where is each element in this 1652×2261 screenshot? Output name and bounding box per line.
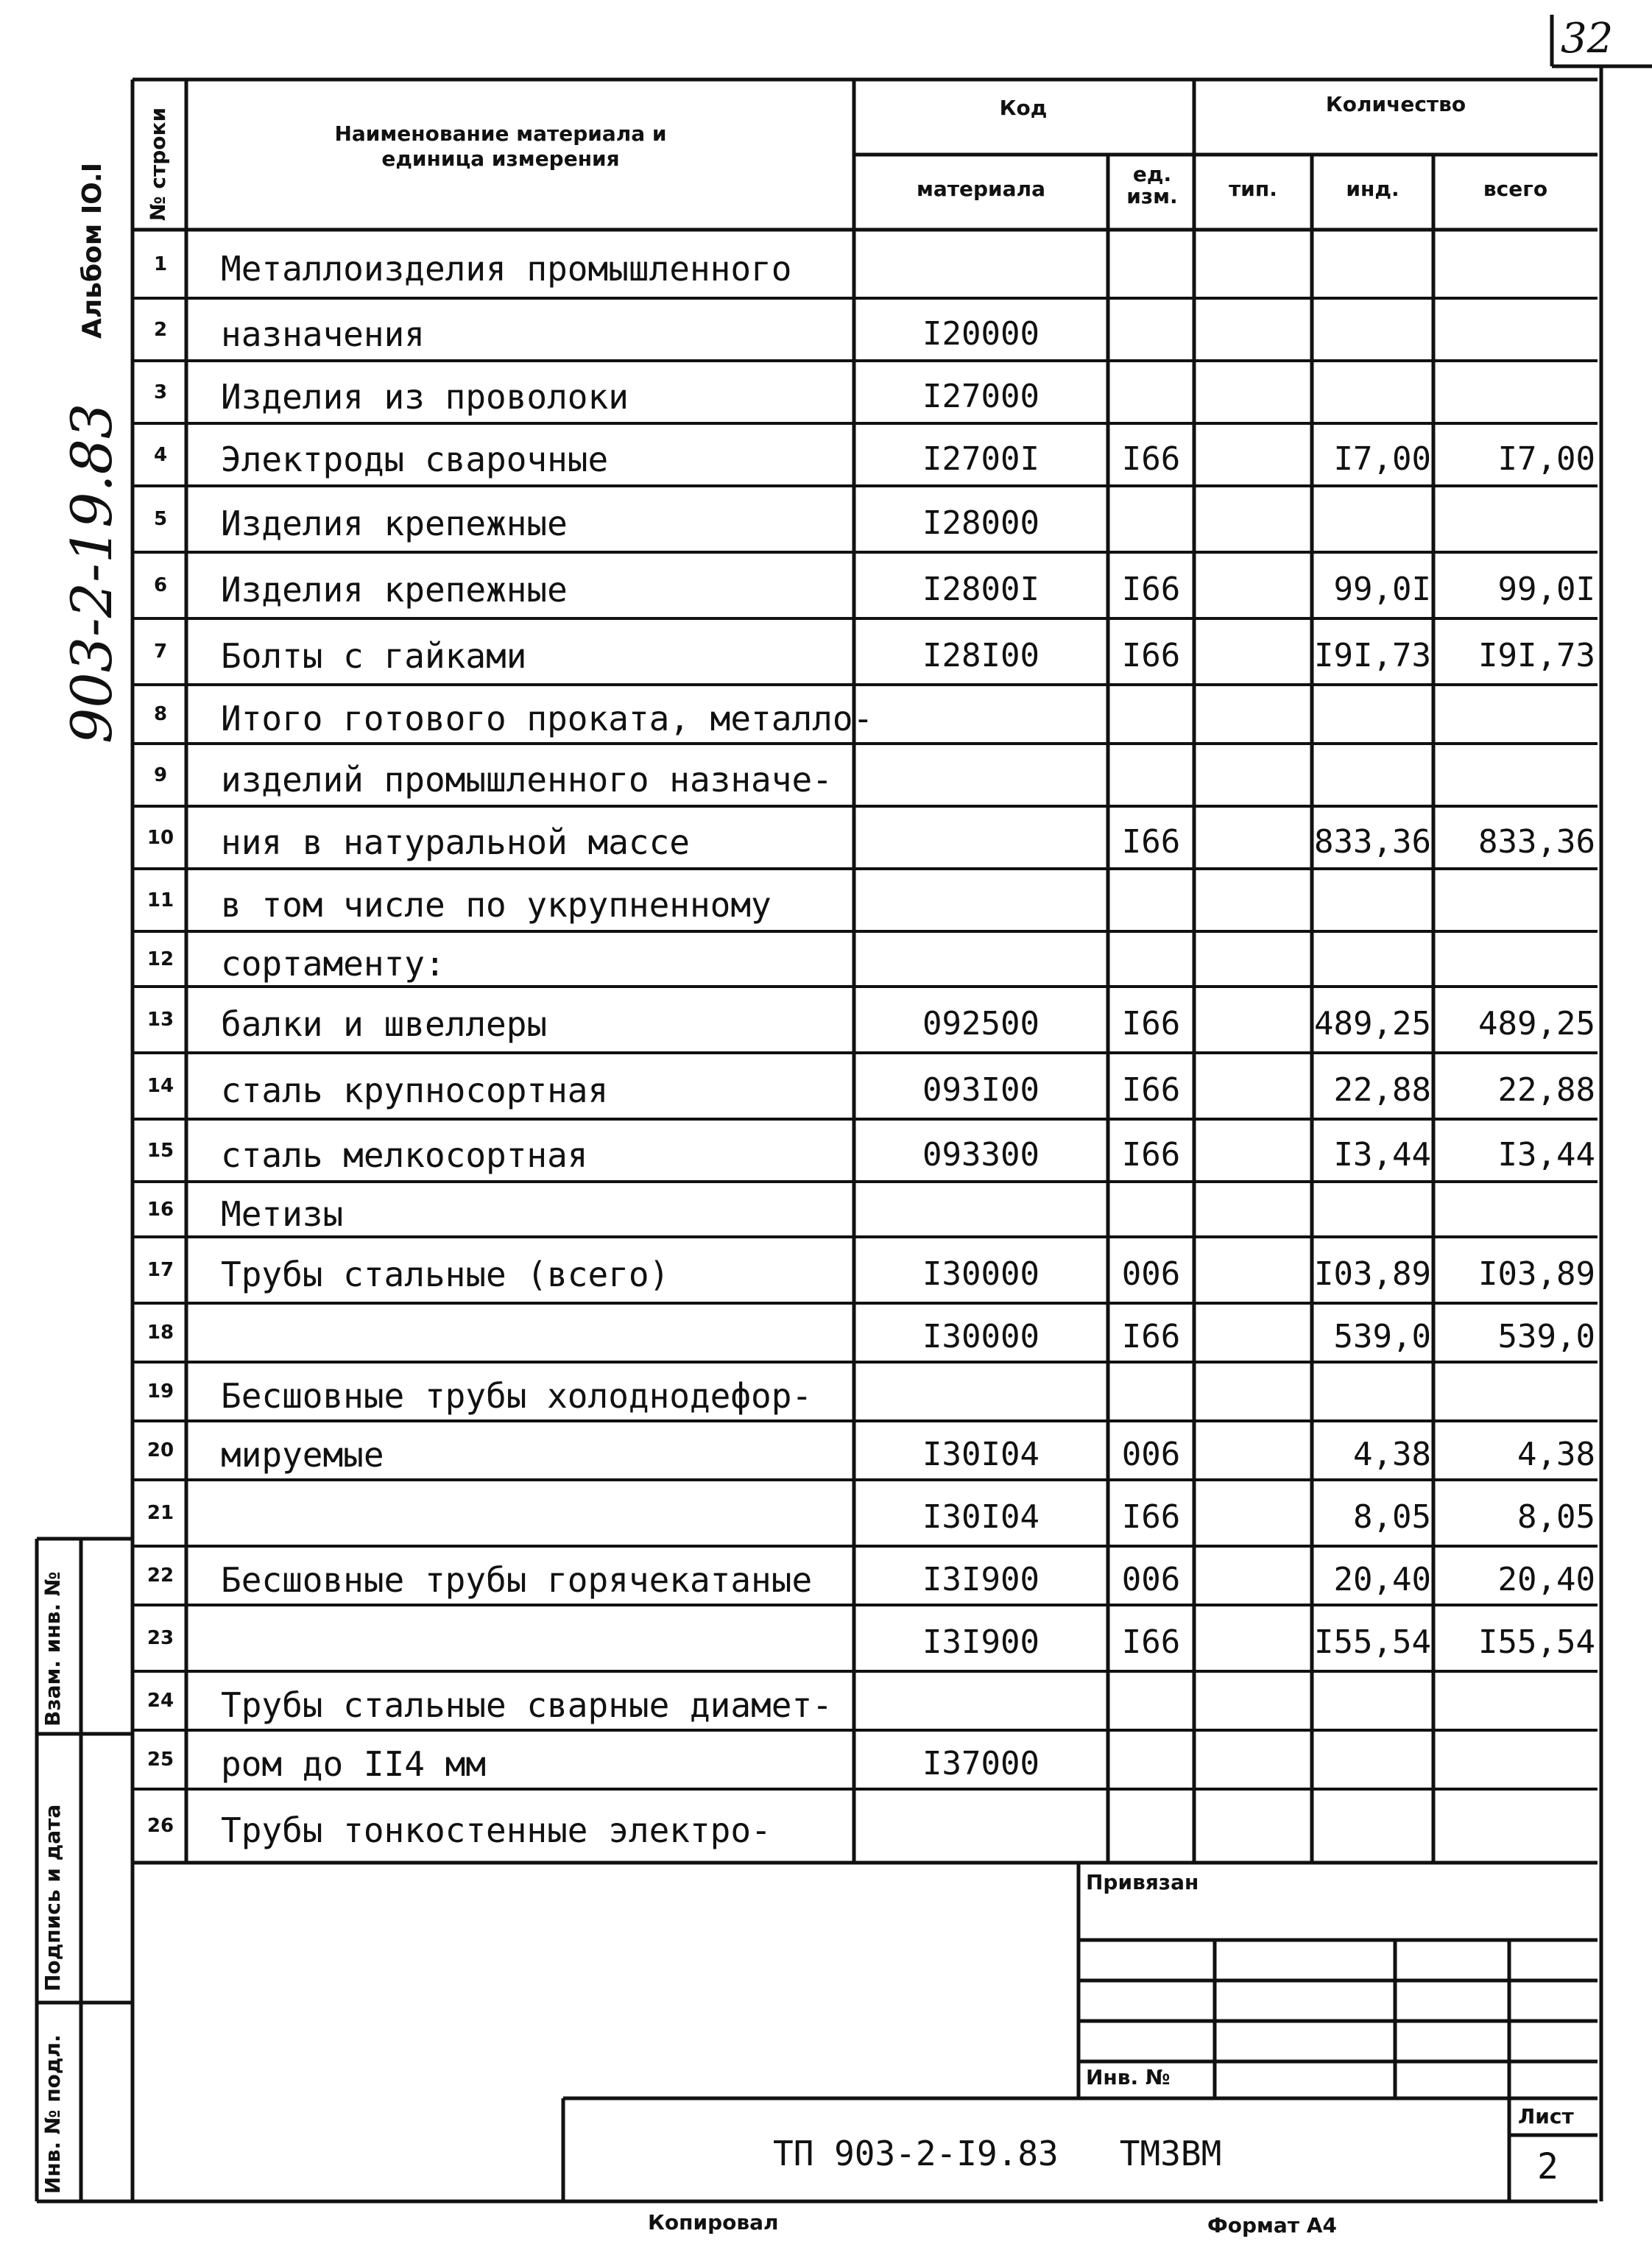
row-number: 24 (147, 1690, 174, 1712)
material-name: Болты с гайками (221, 636, 527, 676)
cell-code: 093300 (922, 1135, 1039, 1174)
cell-code: I27000 (922, 377, 1039, 415)
drawing-designation: ТП 903-2-I9.83 ТМЗВМ (773, 2134, 1222, 2173)
row-number: 23 (147, 1627, 174, 1649)
material-name: ния в натуральной массе (221, 822, 690, 862)
material-name: назначения (221, 314, 425, 354)
header-total: всего (1483, 177, 1548, 201)
row-number: 9 (153, 763, 168, 786)
material-name: Трубы тонкостенные электро- (221, 1810, 772, 1850)
cell-unit: I66 (1121, 1071, 1181, 1109)
header-typ: тип. (1229, 177, 1277, 201)
row-number: 10 (147, 826, 174, 849)
cell-total: I03,89 (1478, 1255, 1595, 1293)
material-name: сталь мелкосортная (221, 1135, 588, 1175)
material-name: сталь крупносортная (221, 1070, 609, 1110)
cell-ind: I3,44 (1333, 1135, 1431, 1174)
cell-ind: I9I,73 (1314, 637, 1431, 674)
cell-unit: I66 (1121, 1318, 1181, 1355)
cell-total: 99,0I (1497, 571, 1595, 608)
cell-code: I30000 (922, 1255, 1039, 1293)
row-number: 14 (147, 1075, 174, 1097)
cell-ind: 20,40 (1333, 1561, 1431, 1598)
cell-unit: I66 (1121, 1623, 1181, 1661)
cell-total: I55,54 (1478, 1623, 1595, 1661)
row-number: 15 (147, 1139, 174, 1162)
cell-code: I28000 (922, 504, 1039, 542)
format-label: Формат А4 (1207, 2213, 1337, 2237)
cell-total: 22,88 (1497, 1071, 1595, 1109)
cell-code: I30I04 (922, 1436, 1039, 1473)
material-name: в том числе по укрупненному (221, 884, 772, 925)
material-name: Изделия из проволоки (221, 376, 629, 417)
row-number: 5 (153, 508, 168, 530)
row-number: 19 (147, 1380, 174, 1403)
row-number: 7 (153, 641, 168, 663)
inv-no-label: Инв. № (1086, 2065, 1171, 2089)
row-number: 11 (147, 889, 174, 911)
cell-code: I2700I (922, 440, 1039, 478)
cell-ind: I55,54 (1314, 1623, 1431, 1661)
material-name: Бесшовные трубы горячекатаные (221, 1560, 813, 1600)
cell-ind: 4,38 (1353, 1436, 1431, 1473)
material-name: Метизы (221, 1193, 344, 1234)
material-name: мируемые (221, 1435, 384, 1475)
material-name: ром до II4 мм (221, 1744, 487, 1784)
cell-code: I28I00 (922, 637, 1039, 674)
cell-ind: 99,0I (1333, 571, 1431, 608)
cell-ind: I03,89 (1314, 1255, 1431, 1293)
copied-label: Копировал (648, 2210, 779, 2234)
project-handwritten: 903-2-19.83 (59, 403, 124, 744)
cell-ind: 22,88 (1333, 1071, 1431, 1109)
cell-ind: 833,36 (1314, 822, 1431, 861)
sheet-number: 2 (1537, 2146, 1559, 2187)
row-number: 26 (147, 1815, 174, 1837)
cell-unit: 006 (1121, 1255, 1181, 1293)
material-name: изделий промышленного назначе- (221, 759, 833, 800)
cell-code: I37000 (922, 1745, 1039, 1782)
cell-total: I7,00 (1497, 440, 1595, 478)
header-name: Наименование материала и единица измерения (334, 121, 667, 171)
material-name: сортаменту: (221, 943, 445, 984)
vz-inv-label: Взам. инв. № (40, 1571, 65, 1726)
row-number: 8 (153, 703, 168, 725)
cell-unit: 006 (1121, 1436, 1181, 1473)
cell-unit: I66 (1121, 571, 1181, 608)
header-code: Код (999, 96, 1048, 120)
cell-code: I3I900 (922, 1561, 1039, 1598)
cell-unit: 006 (1121, 1561, 1181, 1598)
header-quantity: Количество (1325, 92, 1466, 116)
cell-unit: I66 (1121, 822, 1181, 861)
cell-ind: 539,0 (1333, 1318, 1431, 1355)
row-number: 17 (147, 1259, 174, 1281)
cell-total: I3,44 (1497, 1135, 1595, 1174)
cell-total: 20,40 (1497, 1561, 1595, 1598)
cell-total: 4,38 (1517, 1436, 1595, 1473)
row-number: 16 (147, 1198, 174, 1221)
row-number: 13 (147, 1009, 174, 1031)
cell-code: I2800I (922, 571, 1039, 608)
cell-code: I30000 (922, 1318, 1039, 1355)
material-name: Изделия крепежные (221, 570, 568, 610)
header-unit: ед. изм. (1126, 162, 1178, 208)
cell-unit: I66 (1121, 440, 1181, 478)
cell-total: 489,25 (1478, 1005, 1595, 1043)
cell-unit: I66 (1121, 1498, 1181, 1536)
material-name: Трубы стальные (всего) (221, 1255, 670, 1294)
row-number: 2 (153, 318, 168, 341)
sheet-label: Лист (1518, 2104, 1574, 2128)
cell-code: I30I04 (922, 1498, 1039, 1536)
row-number: 1 (153, 253, 168, 275)
material-name: Изделия крепежные (221, 504, 568, 543)
row-number: 25 (147, 1749, 174, 1771)
page-number: 32 (1561, 15, 1614, 63)
cell-unit: I66 (1121, 637, 1181, 674)
material-name: Трубы стальные сварные диамет- (221, 1685, 833, 1725)
row-number: 22 (147, 1565, 174, 1587)
sign-date-label: Подпись и дата (40, 1804, 65, 1992)
row-number: 4 (153, 443, 168, 466)
row-number: 12 (147, 948, 174, 970)
material-name: Электроды сварочные (221, 439, 609, 479)
row-number: 3 (153, 381, 168, 403)
material-name: балки и швеллеры (221, 1004, 548, 1044)
header-material: материала (917, 177, 1045, 201)
row-number: 20 (147, 1439, 174, 1461)
cell-unit: I66 (1121, 1005, 1181, 1043)
privyazan-label: Привязан (1086, 1870, 1199, 1894)
material-name: Металлоизделия промышленного (221, 248, 792, 289)
cell-total: 833,36 (1478, 822, 1595, 861)
cell-total: I9I,73 (1478, 637, 1595, 674)
material-name: Бесшовные трубы холоднодефор- (221, 1376, 813, 1416)
cell-total: 8,05 (1517, 1498, 1595, 1536)
header-row-no: № строки (146, 107, 170, 221)
row-number: 6 (153, 574, 168, 596)
cell-code: 093I00 (922, 1071, 1039, 1109)
cell-code: I20000 (922, 314, 1039, 353)
cell-ind: I7,00 (1333, 440, 1431, 478)
row-number: 21 (147, 1502, 174, 1524)
row-number: 18 (147, 1322, 174, 1344)
cell-code: 092500 (922, 1005, 1039, 1043)
cell-unit: I66 (1121, 1135, 1181, 1174)
inv-podl-label: Инв. № подл. (40, 2034, 65, 2194)
cell-total: 539,0 (1497, 1318, 1595, 1355)
album-label: Альбом IO.I (77, 162, 107, 339)
header-ind: инд. (1346, 177, 1399, 201)
cell-ind: 8,05 (1353, 1498, 1431, 1536)
material-name: Итого готового проката, металло- (221, 699, 874, 738)
cell-code: I3I900 (922, 1623, 1039, 1661)
cell-ind: 489,25 (1314, 1005, 1431, 1043)
